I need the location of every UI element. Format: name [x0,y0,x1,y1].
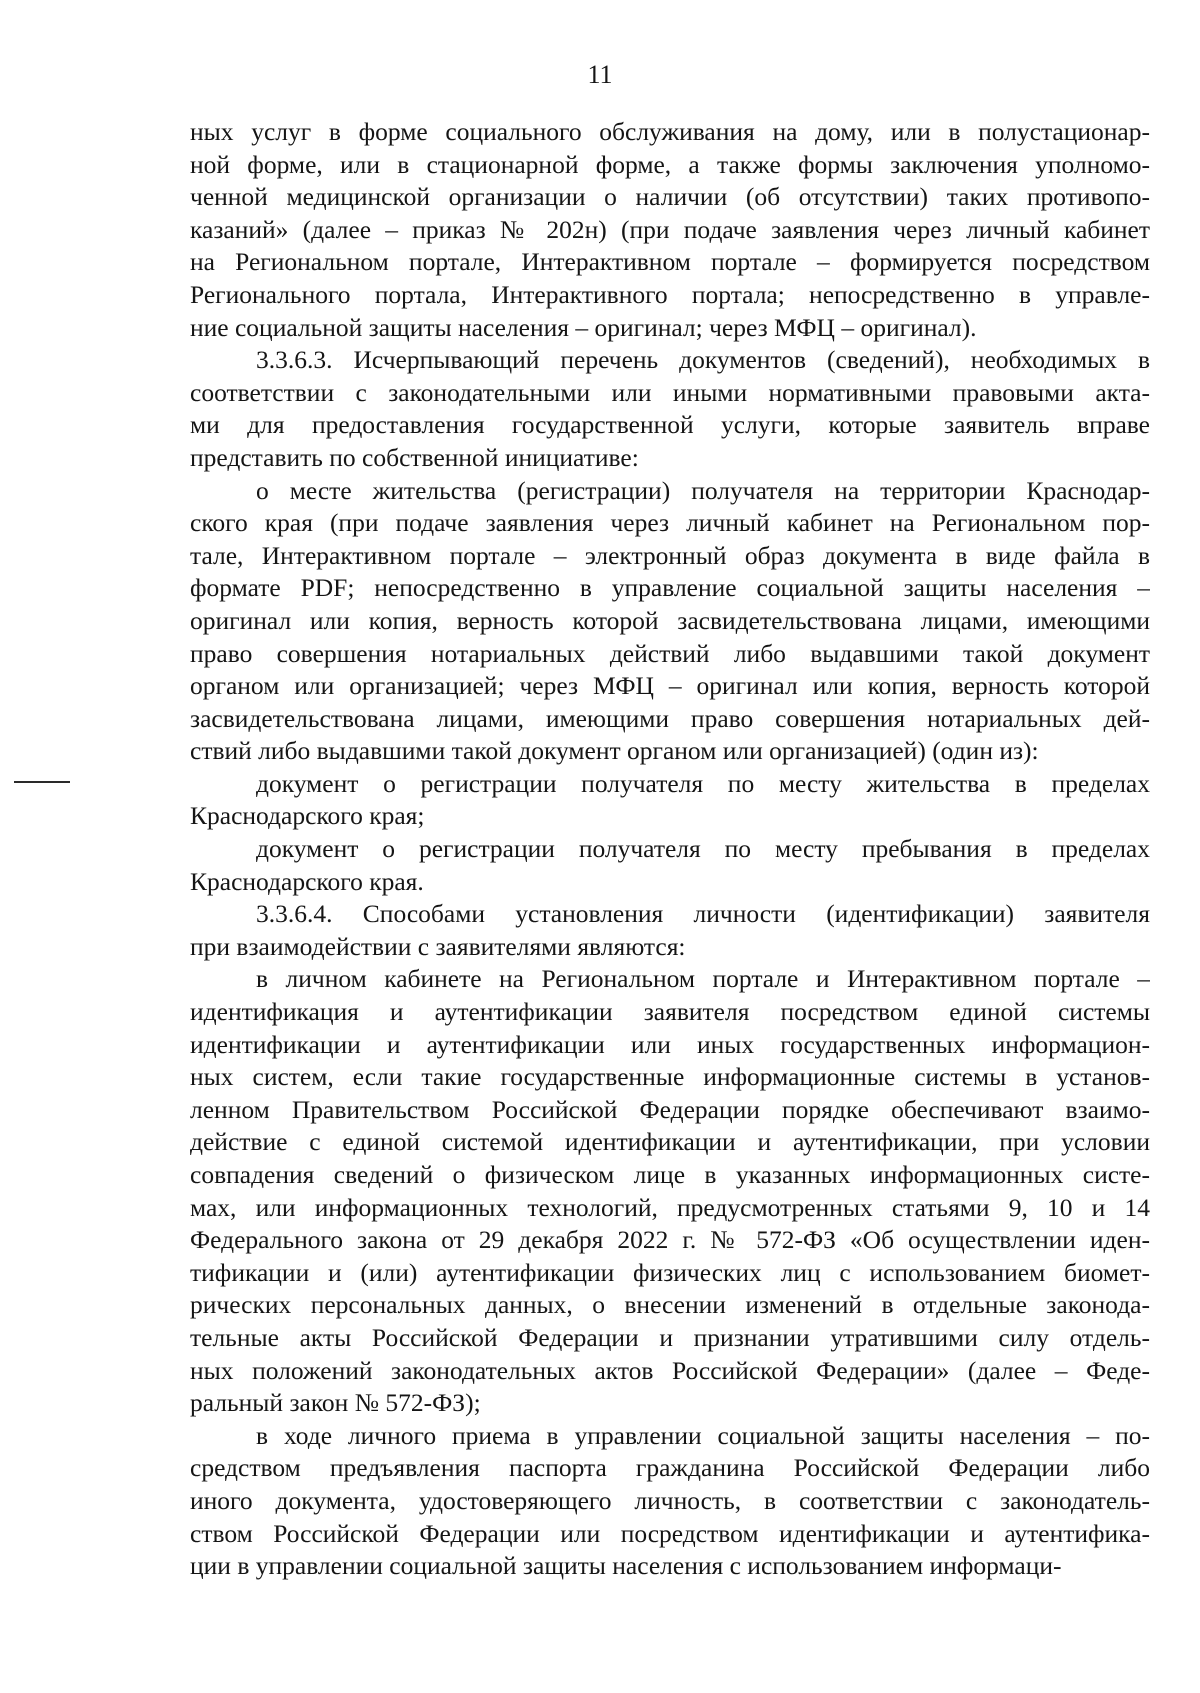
paragraph [190,833,1150,898]
paragraph [190,1420,1150,1583]
text-line: право совершения нотариальных действий либо выдавшими такой документ [190,638,1150,668]
text-line: ние социальной защиты населения – оригинал; через МФЦ – оригинал). [190,312,977,342]
text-line: тификации и (или) аутентификации физических лиц с использованием биомет- [190,1257,1150,1287]
text-line: ченной медицинской организации о наличии (об отсутствии) таких противопо- [190,182,1150,212]
text-line: ных систем, если такие государственные информационные системы в установ- [190,1062,1150,1092]
text-line: на Региональном портале, Интерактивном портале – формируется посредством [190,247,1150,277]
text-line: Федерального закона от 29 декабря 2022 г. № 572-ФЗ «Об осуществлении иден- [190,1225,1150,1255]
text-line: совпадения сведений о физическом лице в указанных информационных систе- [190,1160,1150,1189]
paragraph [190,116,1150,344]
text-line: идентификация и аутентификации заявителя посредством единой системы [190,997,1150,1027]
text-line: ленном Правительством Российской Федерации порядке обеспечивают взаимо- [190,1094,1150,1124]
page-number: 11 [587,60,613,89]
text-line: документ о регистрации получателя по месту пребывания в пределах [256,834,1150,864]
text-line: ции в управлении социальной защиты населения с использованием информаци- [190,1551,1062,1581]
text-line: ных услуг в форме социального обслуживания на дому, или в полустационар- [190,117,1150,146]
text-line: ствий либо выдавшими такой документ органом или организацией) (один из): [190,736,1039,766]
text-line: 3.3.6.3. Исчерпывающий перечень документов (сведений), необходимых в [256,345,1150,375]
text-line: засвидетельствована лицами, имеющими право совершения нотариальных дей- [190,703,1150,733]
text-line: в ходе личного приема в управлении социальной защиты населения – по- [256,1420,1150,1450]
text-line: ством Российской Федерации или посредством идентификации и аутентифика- [190,1518,1150,1548]
text-line: иного документа, удостоверяющего личность, в соответствии с законодатель- [190,1485,1150,1515]
text-line: рических персональных данных, о внесении изменений в отдельные законода- [190,1290,1150,1320]
text-line: средством предъявления паспорта гражданина Российской Федерации либо [190,1453,1150,1483]
text-line: ского края (при подаче заявления через личный кабинет на Региональном пор- [190,508,1150,538]
text-line: о месте жительства (регистрации) получателя на территории Краснодар- [256,475,1150,505]
text-line: идентификации и аутентификации или иных государственных информацион- [190,1029,1150,1059]
text-line: Регионального портала, Интерактивного портала; непосредственно в управле- [190,279,1150,309]
text-line: мах, или информационных технологий, предусмотренных статьями 9, 10 и 14 [190,1192,1150,1222]
text-line: при взаимодействии с заявителями являются: [190,931,686,961]
text-line: в личном кабинете на Региональном портале и Интерактивном портале – [256,964,1150,994]
text-line: соответствии с законодательными или иными нормативными правовыми акта- [190,377,1150,407]
text-line: органом или организацией; через МФЦ – оригинал или копия, верность которой [190,671,1150,701]
text-line: 3.3.6.4. Способами установления личности (идентификации) заявителя [256,899,1150,929]
text-line: формате PDF; непосредственно в управление социальной защиты населения – [190,573,1150,603]
text-line: казаний» (далее – приказ № 202н) (при подаче заявления через личный кабинет [190,214,1150,244]
paragraph [190,768,1150,833]
text-line: ной форме, или в стационарной форме, а также формы заключения уполномо- [190,149,1150,179]
text-line: ми для предоставления государственной услуги, которые заявитель вправе [190,410,1150,440]
paragraph [190,475,1150,768]
text-line: оригинал или копия, верность которой засвидетельствована лицами, имеющими [190,605,1150,635]
text-line: Краснодарского края. [190,866,424,896]
paragraph [190,898,1150,963]
text-line: документ о регистрации получателя по месту жительства в пределах [256,768,1150,798]
document-body [190,116,1150,1583]
paragraph [190,963,1150,1419]
text-line: Краснодарского края; [190,801,425,831]
text-line: представить по собственной инициативе: [190,442,639,472]
text-line: действие с единой системой идентификации и аутентификации, при условии [190,1127,1150,1157]
text-line: ральный закон № 572-ФЗ); [190,1388,481,1418]
text-line: тельные акты Российской Федерации и признании утратившими силу отдель- [190,1322,1150,1352]
text-line: ных положений законодательных актов Российской Федерации» (далее – Феде- [190,1355,1150,1385]
text-line: тале, Интерактивном портале – электронный образ документа в виде файла в [190,540,1150,570]
margin-mark [14,781,70,783]
paragraph [190,344,1150,474]
